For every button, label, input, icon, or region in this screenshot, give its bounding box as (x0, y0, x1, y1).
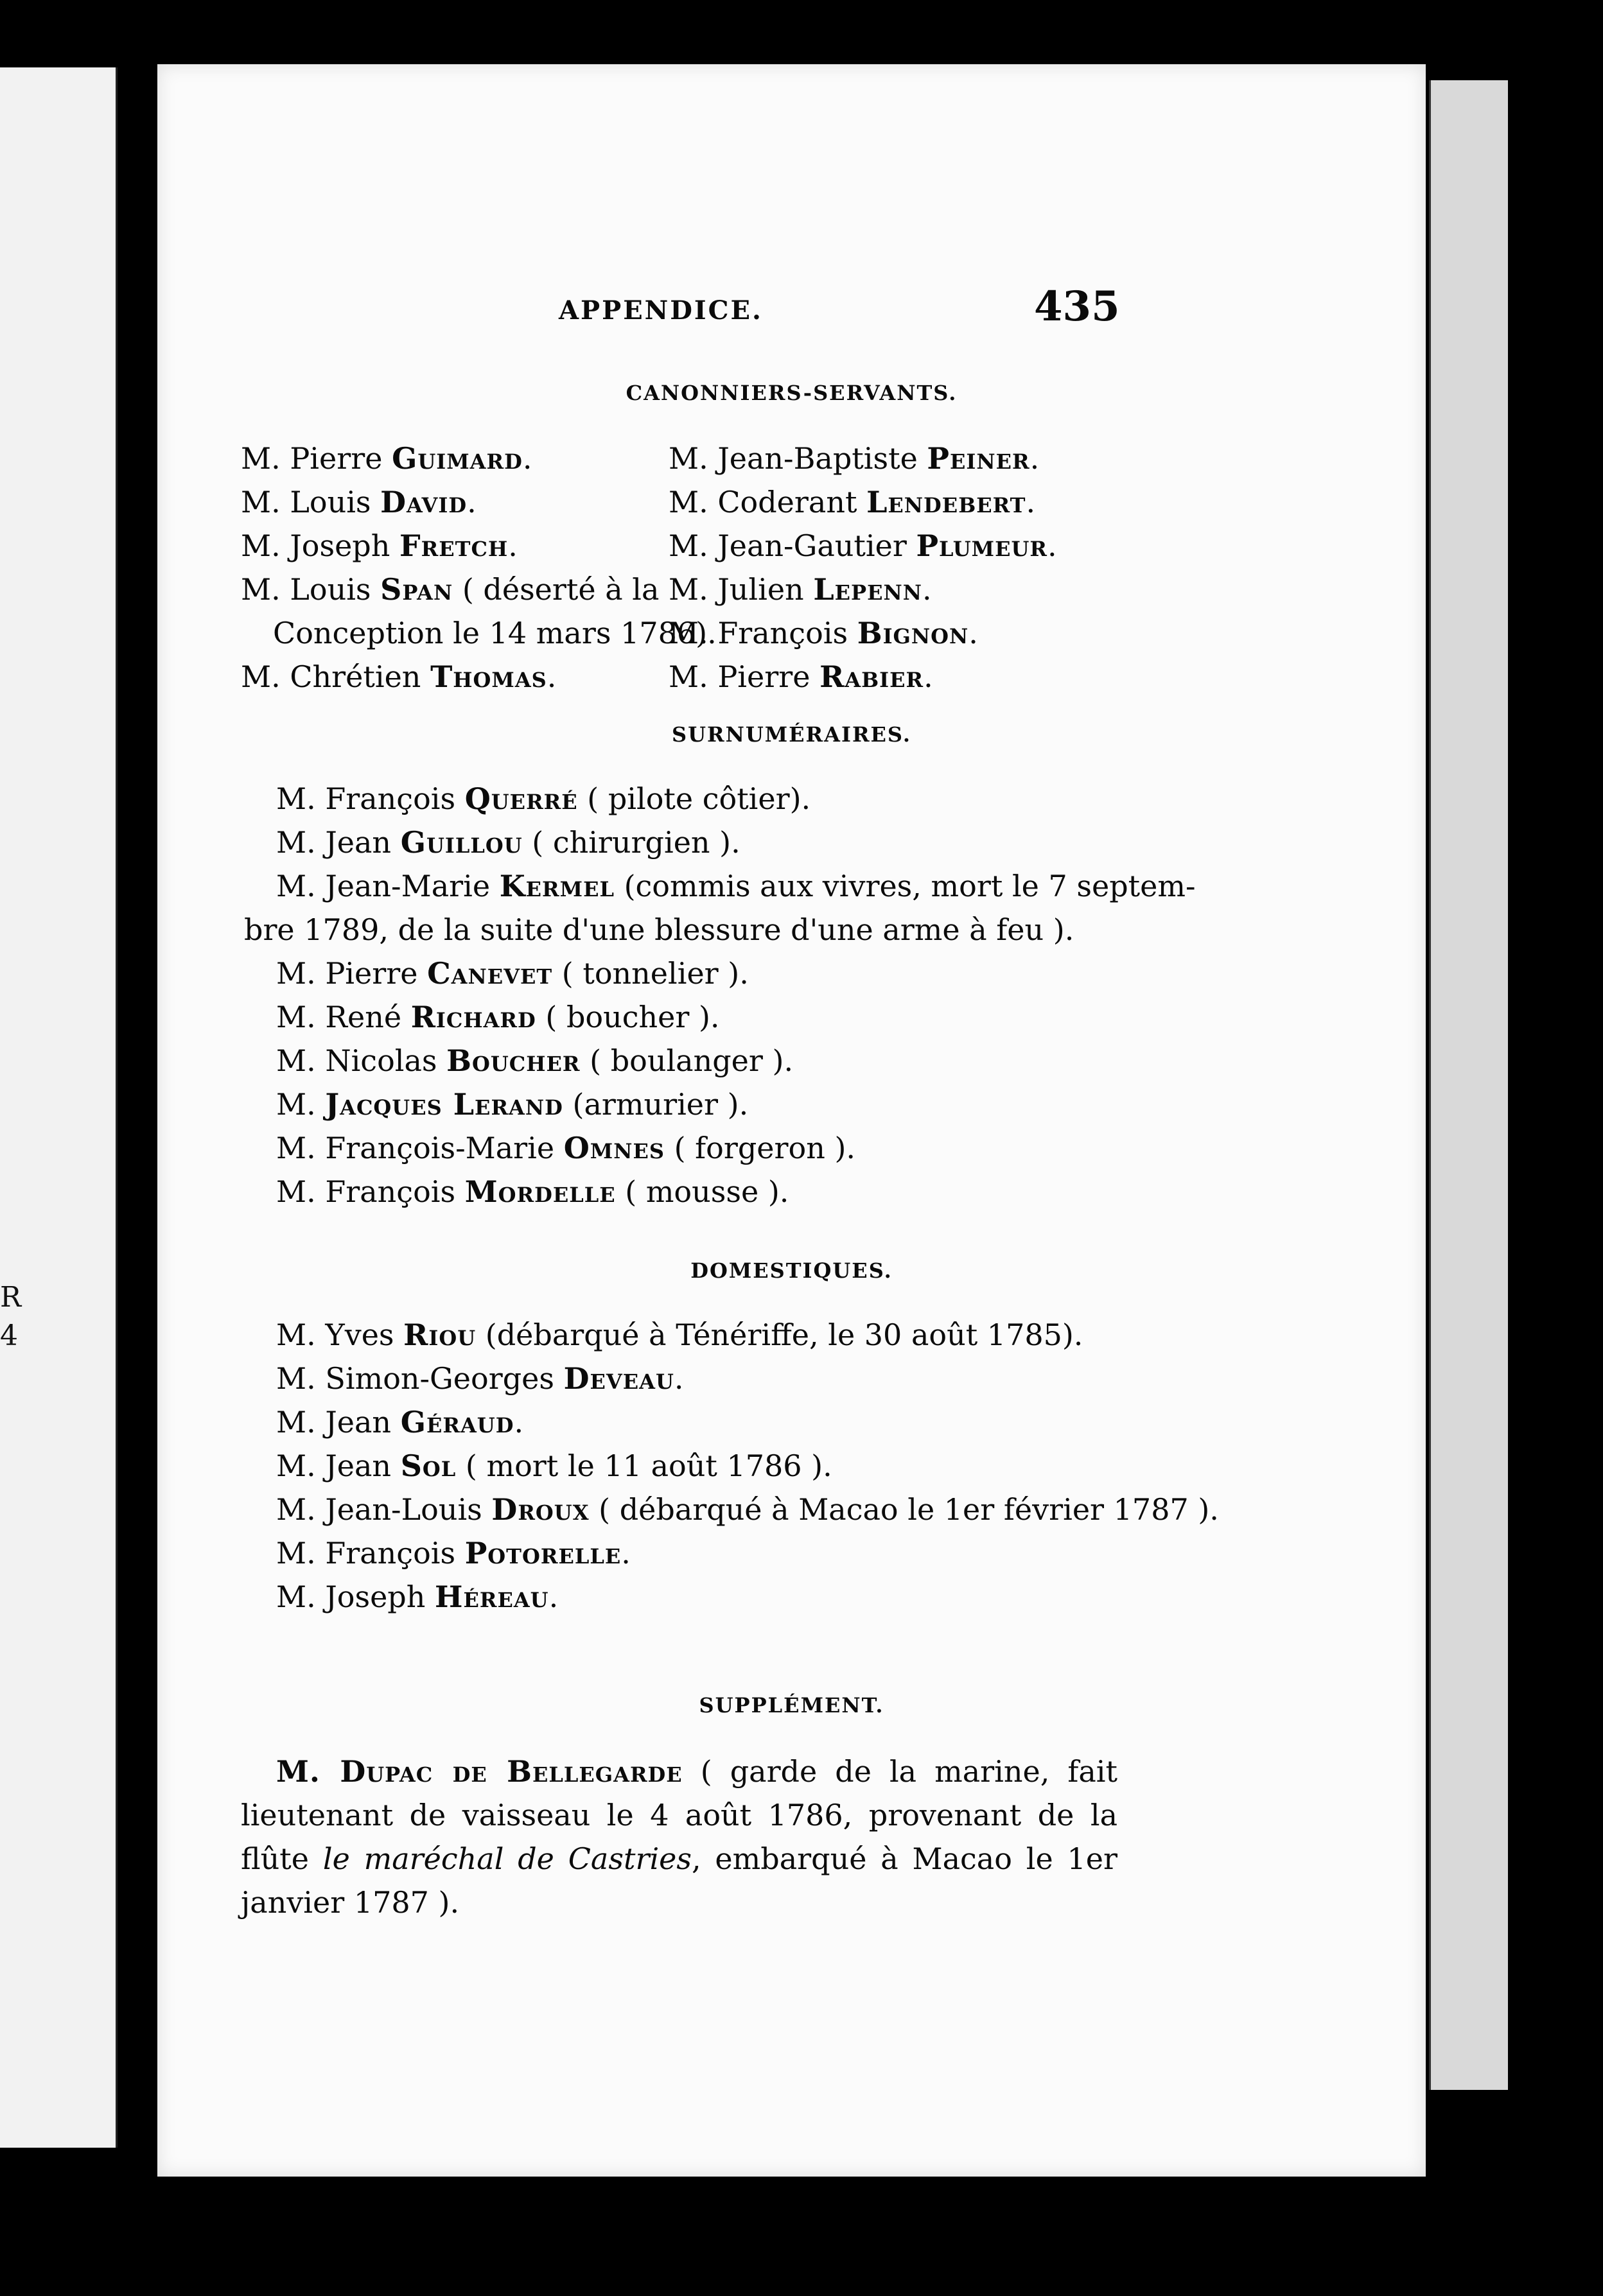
list-item: M. Louis Span ( déserté à la (241, 572, 660, 607)
list-item: M. Nicolas Boucher ( boulanger ). (276, 1043, 794, 1078)
book-page (157, 64, 1426, 2177)
list-item: M. François Bignon. (669, 616, 978, 650)
list-item: M. Pierre Rabier. (669, 659, 933, 694)
list-item: M. Louis David. (241, 485, 477, 519)
list-item: M. Chrétien Thomas. (241, 659, 557, 694)
list-item: M. Julien Lepenn. (669, 572, 932, 607)
list-item: M. René Richard ( boucher ). (276, 1000, 720, 1034)
list-item: M. Jean Guillou ( chirurgien ). (276, 825, 740, 860)
book-edge (1429, 80, 1508, 2090)
list-item: M. Joseph Fretch. (241, 528, 518, 563)
list-item: M. Jean-Gautier Plumeur. (669, 528, 1057, 563)
list-item: M. Jacques Lerand (armurier ). (276, 1087, 749, 1122)
list-item: M. Jean Géraud. (276, 1405, 524, 1439)
facing-page-edge (0, 67, 118, 2148)
list-item: M. Jean-Marie Kermel (commis aux vivres, mort le 7 septem- (276, 869, 1196, 903)
section-title-supplement: SUPPLÉMENT. (699, 1693, 884, 1718)
section-title-canonniers: CANONNIERS-SERVANTS. (626, 381, 958, 405)
list-item: M. Pierre Canevet ( tonnelier ). (276, 956, 749, 991)
list-item: M. Yves Riou (débarqué à Ténériffe, le 30 août 1785). (276, 1318, 1083, 1352)
facing-page-mark: R (0, 1281, 22, 1314)
list-item: M. Jean Sol ( mort le 11 août 1786 ). (276, 1448, 832, 1483)
list-item: M. François-Marie Omnes ( forgeron ). (276, 1131, 856, 1165)
list-item: M. Jean-Louis Droux ( débarqué à Macao le 1er février 1787 ). (276, 1492, 1219, 1527)
list-item: M. François Potorelle. (276, 1536, 631, 1570)
list-item: M. Joseph Héreau. (276, 1579, 559, 1614)
running-title: APPENDICE. (559, 295, 763, 326)
list-item: M. Jean-Baptiste Peiner. (669, 441, 1040, 476)
page-header (157, 283, 1426, 334)
list-item-continuation: Conception le 14 mars 1786). (273, 616, 717, 650)
section-title-domestiques: DOMESTIQUES. (690, 1258, 893, 1283)
list-item: M. François Mordelle ( mousse ). (276, 1174, 789, 1209)
facing-page-mark: 4 (0, 1319, 18, 1352)
page-number: 435 (1034, 283, 1120, 331)
list-item: M. Simon-Georges Deveau. (276, 1361, 684, 1396)
list-item: M. François Querré ( pilote côtier). (276, 781, 811, 816)
section-title-surnumeraires: SURNUMÉRAIRES. (671, 722, 912, 747)
supplement-paragraph: M. Dupac de Bellegarde ( garde de la marine, fait lieutenant de vaisseau le 4 août 1786, provenant de la flûte le maréchal de Castries, embarqué à Macao le 1er janvier 1787 ). (241, 1754, 1118, 1920)
list-item: M. Coderant Lendebert. (669, 485, 1036, 519)
list-item: M. Pierre Guimard. (241, 441, 532, 476)
list-item-continuation: bre 1789, de la suite d'une blessure d'une arme à feu ). (244, 912, 1074, 947)
